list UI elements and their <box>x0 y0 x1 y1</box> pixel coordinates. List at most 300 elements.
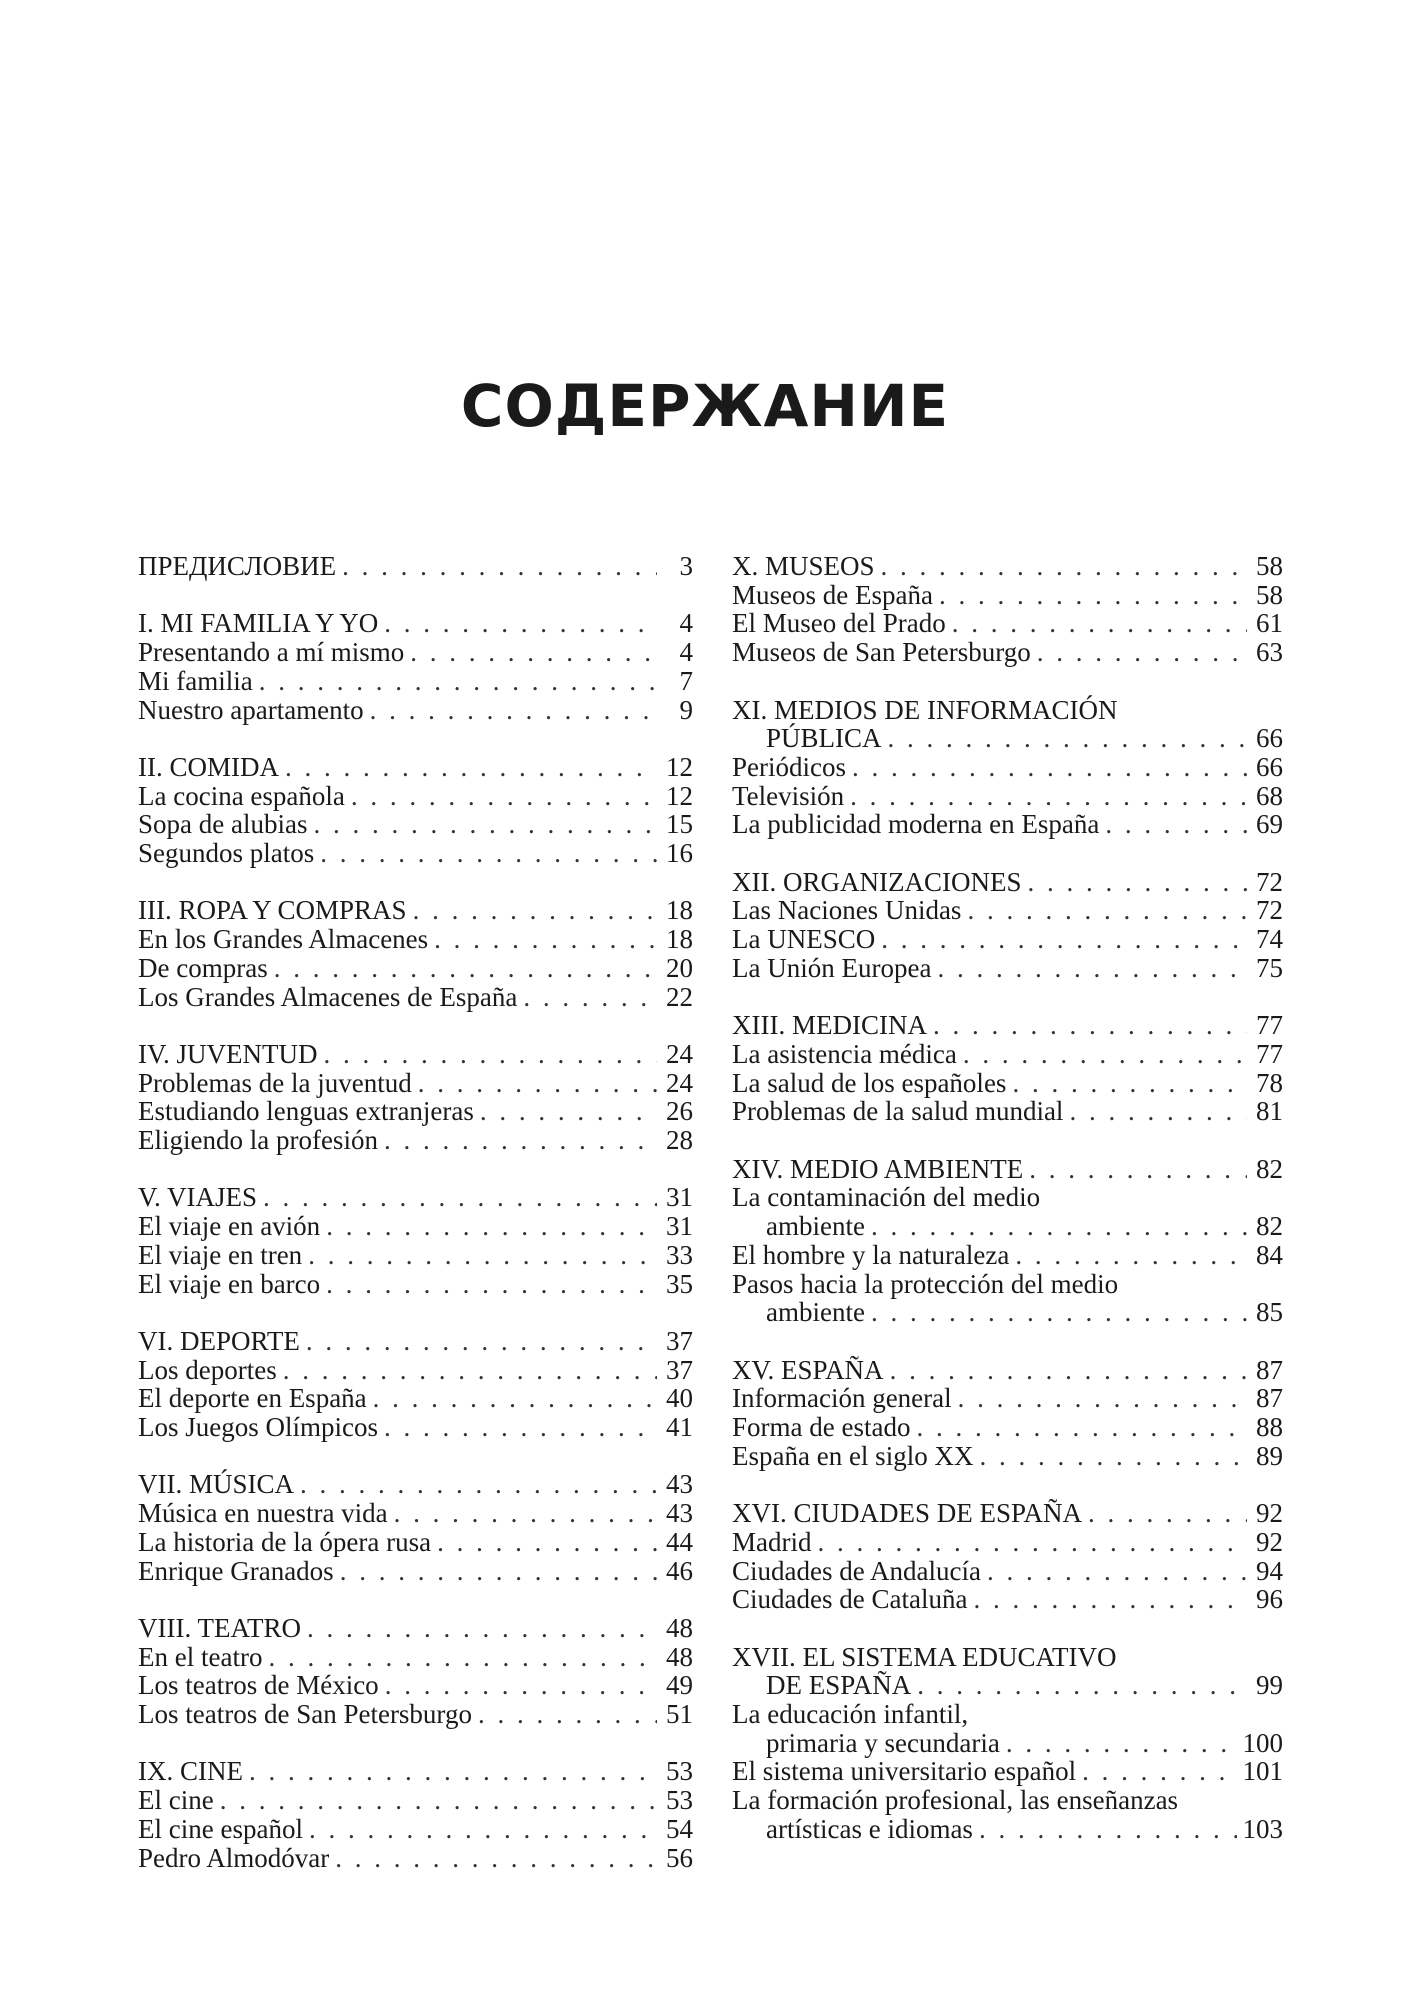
toc-entry[interactable] <box>138 609 693 638</box>
toc-entry[interactable] <box>138 1786 693 1815</box>
dot-leader <box>308 1241 657 1270</box>
toc-page-number: 4 <box>679 637 693 668</box>
toc-entry[interactable] <box>138 1844 693 1873</box>
toc-page-number: 56 <box>666 1842 693 1873</box>
toc-entry[interactable] <box>732 1040 1283 1069</box>
toc-entry-title: El viaje en barco <box>138 1268 321 1299</box>
dot-leader <box>523 983 657 1012</box>
toc-entry[interactable] <box>732 1212 1283 1241</box>
dot-leader <box>1105 810 1247 839</box>
toc-entry-title: II. COMIDA <box>138 751 279 782</box>
toc-entry-title: Pedro Almodóvar <box>138 1842 330 1873</box>
dot-leader <box>307 1614 657 1643</box>
toc-entry[interactable] <box>732 1097 1283 1126</box>
toc-entry-title: XIV. MEDIO AMBIENTE <box>732 1153 1024 1184</box>
toc-entry-title: La publicidad moderna en España <box>732 809 1100 840</box>
toc-entry[interactable] <box>138 753 693 782</box>
toc-entry[interactable] <box>138 954 693 983</box>
toc-entry-title: La UNESCO <box>732 924 876 955</box>
dot-leader <box>220 1786 657 1815</box>
toc-entry-title: La historia de la ópera rusa <box>138 1526 432 1557</box>
toc-right-column <box>732 552 1283 1844</box>
toc-entry-title: X. MUSEOS <box>732 551 875 581</box>
toc-entry-title: ambiente <box>766 1297 865 1328</box>
toc-entry[interactable] <box>138 1212 693 1241</box>
toc-entry[interactable] <box>138 782 693 811</box>
toc-page-number: 31 <box>666 1211 693 1242</box>
toc-entry[interactable] <box>732 1700 1283 1729</box>
dot-leader <box>817 1528 1247 1557</box>
section-gap <box>138 1155 693 1184</box>
toc-entry-title: Los deportes <box>138 1354 277 1385</box>
dot-leader <box>410 638 657 667</box>
toc-entry-title: Mi familia <box>138 665 253 696</box>
section-gap <box>138 1442 693 1471</box>
toc-entry[interactable] <box>138 1270 693 1299</box>
toc-entry-title: Los Juegos Olímpicos <box>138 1412 378 1442</box>
toc-page-number: 31 <box>666 1182 693 1213</box>
dot-leader <box>979 1442 1247 1471</box>
toc-entry[interactable] <box>138 1040 693 1069</box>
toc-entry[interactable] <box>138 810 693 839</box>
toc-entry-title: Los teatros de San Petersburgo <box>138 1699 472 1729</box>
toc-entry-title: El hombre y la naturaleza <box>732 1239 1010 1270</box>
toc-page-number: 66 <box>1256 723 1283 754</box>
toc-page-number: 103 <box>1242 1813 1283 1844</box>
toc-entry[interactable] <box>732 1069 1283 1098</box>
toc-page-number: 54 <box>666 1813 693 1844</box>
toc-entry-title: España en el siglo XX <box>732 1440 974 1471</box>
dot-leader <box>850 782 1247 811</box>
toc-left-column <box>138 552 693 1872</box>
toc-entry[interactable] <box>732 724 1283 753</box>
dot-leader <box>309 1815 657 1844</box>
toc-entry-title: Ciudades de Andalucía <box>732 1555 981 1586</box>
toc-page-number: 87 <box>1256 1354 1283 1385</box>
toc-entry-title: Problemas de la juventud <box>138 1067 412 1098</box>
toc-page-number: 51 <box>666 1699 693 1729</box>
toc-entry[interactable] <box>138 1671 693 1700</box>
toc-entry[interactable] <box>138 1069 693 1098</box>
dot-leader <box>418 1069 657 1098</box>
toc-entry-title: Los Grandes Almacenes de España <box>138 981 518 1012</box>
toc-entry-title: I. MI FAMILIA Y YO <box>138 608 379 639</box>
toc-page-number: 49 <box>666 1670 693 1701</box>
dot-leader <box>394 1499 657 1528</box>
toc-entry-title: Museos de San Petersburgo <box>732 637 1031 668</box>
toc-entry[interactable] <box>138 1470 693 1499</box>
dot-leader <box>324 1040 658 1069</box>
toc-entry[interactable] <box>732 638 1283 667</box>
toc-entry[interactable] <box>138 1327 693 1356</box>
toc-entry-title: El cine <box>138 1785 214 1816</box>
toc-page-number: 20 <box>666 952 693 983</box>
toc-entry-title: XVII. EL SISTEMA EDUCATIVO <box>732 1641 1117 1672</box>
toc-page-number: 82 <box>1256 1153 1283 1184</box>
dot-leader <box>890 1356 1247 1385</box>
toc-page-number: 100 <box>1242 1727 1283 1758</box>
toc-page-number: 85 <box>1256 1297 1283 1328</box>
toc-entry[interactable] <box>138 552 693 581</box>
toc-entry[interactable] <box>732 1499 1283 1528</box>
dot-leader <box>384 609 657 638</box>
toc-entry[interactable] <box>732 1155 1283 1184</box>
toc-page-number: 9 <box>679 694 693 725</box>
toc-entry[interactable] <box>732 1298 1283 1327</box>
toc-page-number: 7 <box>679 665 693 696</box>
toc-page-number: 41 <box>666 1412 693 1442</box>
dot-leader <box>939 581 1247 610</box>
dot-leader <box>370 696 657 725</box>
dot-leader <box>283 1356 657 1385</box>
dot-leader <box>413 896 657 925</box>
section-gap <box>138 1298 693 1327</box>
toc-page-number: 58 <box>1256 551 1283 581</box>
toc-entry-title: XVI. CIUDADES DE ESPAÑA <box>732 1498 1083 1529</box>
toc-entry[interactable] <box>732 1671 1283 1700</box>
toc-entry[interactable] <box>732 581 1283 610</box>
toc-page-number: 22 <box>666 981 693 1012</box>
dot-leader <box>937 954 1247 983</box>
toc-page-number: 53 <box>666 1785 693 1816</box>
toc-entry-title: XIII. MEDICINA <box>732 1010 927 1041</box>
toc-entry-title: Forma de estado <box>732 1412 911 1443</box>
toc-page-number: 92 <box>1256 1498 1283 1529</box>
dot-leader <box>300 1470 657 1499</box>
toc-page-number: 18 <box>666 924 693 955</box>
toc-page-number: 37 <box>666 1354 693 1385</box>
dot-leader <box>871 1212 1247 1241</box>
dot-leader <box>881 925 1247 954</box>
toc-entry[interactable] <box>732 1011 1283 1040</box>
toc-entry-title: Periódicos <box>732 751 846 782</box>
toc-page-number: 46 <box>666 1555 693 1586</box>
toc-entry[interactable] <box>732 896 1283 925</box>
toc-entry-title: VI. DEPORTE <box>138 1325 300 1356</box>
toc-entry-title: PÚBLICA <box>766 723 882 754</box>
toc-page-number: 53 <box>666 1756 693 1787</box>
toc-entry[interactable] <box>138 1815 693 1844</box>
toc-page-number: 89 <box>1256 1440 1283 1471</box>
toc-entry[interactable] <box>138 1384 693 1413</box>
toc-page-number: 66 <box>1256 751 1283 782</box>
toc-entry-title: La contaminación del medio <box>732 1182 1041 1213</box>
toc-page-number: 68 <box>1256 780 1283 811</box>
dot-leader <box>263 1183 657 1212</box>
toc-entry[interactable] <box>138 696 693 725</box>
toc-entry[interactable] <box>732 1786 1283 1815</box>
toc-page-number: 77 <box>1256 1010 1283 1041</box>
toc-entry[interactable] <box>732 1442 1283 1471</box>
toc-entry-title: Los teatros de México <box>138 1670 379 1701</box>
toc-page-number: 74 <box>1256 924 1283 955</box>
toc-page-number: 77 <box>1256 1038 1283 1069</box>
toc-page-number: 43 <box>666 1498 693 1529</box>
dot-leader <box>326 1212 657 1241</box>
toc-page-number: 81 <box>1256 1096 1283 1127</box>
toc-entry-title: Eligiendo la profesión <box>138 1125 378 1155</box>
dot-leader <box>958 1384 1247 1413</box>
toc-entry[interactable] <box>138 1614 693 1643</box>
toc-entry-title: El Museo del Prado <box>732 608 946 639</box>
toc-page-number: 63 <box>1256 637 1283 668</box>
toc-entry-title: DE ESPAÑA <box>766 1670 912 1701</box>
toc-entry-title: Estudiando lenguas extranjeras <box>138 1096 474 1127</box>
toc-entry[interactable] <box>732 1384 1283 1413</box>
toc-entry-title: Música en nuestra vida <box>138 1498 388 1529</box>
toc-page-number: 12 <box>666 751 693 782</box>
dot-leader <box>285 753 657 782</box>
section-gap <box>138 1585 693 1614</box>
dot-leader <box>1027 868 1247 897</box>
toc-entry-title: ПРЕДИСЛОВИЕ <box>138 551 337 581</box>
dot-leader <box>952 609 1247 638</box>
dot-leader <box>881 552 1247 581</box>
toc-entry[interactable] <box>732 753 1283 782</box>
toc-entry-title: Televisión <box>732 780 845 811</box>
toc-entry-title: artísticas e idiomas <box>766 1813 973 1844</box>
toc-entry-title: Ciudades de Cataluña <box>732 1584 968 1615</box>
dot-leader <box>434 925 657 954</box>
dot-leader <box>320 839 657 868</box>
toc-entry[interactable] <box>138 1097 693 1126</box>
toc-page-number: 43 <box>666 1469 693 1500</box>
toc-entry[interactable] <box>732 1270 1283 1299</box>
toc-page-number: 15 <box>666 809 693 840</box>
toc-page-number: 26 <box>666 1096 693 1127</box>
toc-entry[interactable] <box>732 1643 1283 1672</box>
toc-entry-title: El viaje en tren <box>138 1239 303 1270</box>
toc-entry-title: La Unión Europea <box>732 952 932 983</box>
toc-entry[interactable] <box>138 1757 693 1786</box>
toc-page-number: 72 <box>1256 895 1283 926</box>
dot-leader <box>1006 1729 1237 1758</box>
toc-entry-title: ambiente <box>766 1211 865 1242</box>
toc-entry[interactable] <box>732 1757 1283 1786</box>
dot-leader <box>326 1270 657 1299</box>
dot-leader <box>268 1643 657 1672</box>
toc-page-number: 96 <box>1256 1584 1283 1615</box>
toc-entry-title: Nuestro apartamento <box>138 694 364 725</box>
section-gap <box>732 1327 1283 1356</box>
toc-entry-title: Pasos hacia la protección del medio <box>732 1268 1119 1299</box>
toc-entry-title: IX. CINE <box>138 1756 243 1787</box>
toc-entry[interactable] <box>732 1241 1283 1270</box>
toc-page-number: 24 <box>666 1038 693 1069</box>
toc-page-number: 3 <box>679 551 693 581</box>
section-gap <box>732 983 1283 1012</box>
page-title: СОДЕРЖАНИЕ <box>460 371 950 440</box>
toc-entry[interactable] <box>732 1585 1283 1614</box>
toc-entry[interactable] <box>138 1557 693 1586</box>
toc-page-number: 92 <box>1256 1526 1283 1557</box>
toc-entry[interactable] <box>138 925 693 954</box>
toc-entry-title: III. ROPA Y COMPRAS <box>138 895 407 926</box>
section-gap <box>732 1470 1283 1499</box>
dot-leader <box>1088 1499 1247 1528</box>
toc-entry[interactable] <box>732 1528 1283 1557</box>
toc-entry-title: XII. ORGANIZACIONES <box>732 866 1022 897</box>
dot-leader <box>478 1700 657 1729</box>
toc-entry[interactable] <box>732 782 1283 811</box>
toc-entry[interactable] <box>138 1183 693 1212</box>
toc-entry[interactable] <box>732 552 1283 581</box>
toc-page-number: 87 <box>1256 1383 1283 1414</box>
dot-leader <box>313 810 657 839</box>
toc-entry-title: El sistema universitario español <box>732 1756 1077 1787</box>
dot-leader <box>973 1585 1247 1614</box>
toc-entry-title: Museos de España <box>732 579 933 610</box>
toc-entry-title: Segundos platos <box>138 838 315 868</box>
section-gap <box>138 581 693 610</box>
toc-entry[interactable] <box>732 696 1283 725</box>
toc-entry[interactable] <box>732 1413 1283 1442</box>
dot-leader <box>1037 638 1247 667</box>
dot-leader <box>351 782 657 811</box>
toc-page-number: 69 <box>1256 809 1283 840</box>
toc-page-number: 88 <box>1256 1412 1283 1443</box>
toc-entry-title: La salud de los españoles <box>732 1067 1007 1098</box>
dot-leader <box>916 1413 1247 1442</box>
toc-entry[interactable] <box>138 1356 693 1385</box>
toc-entry[interactable] <box>138 983 693 1012</box>
dot-leader <box>274 954 657 983</box>
toc-page-number: 61 <box>1256 608 1283 639</box>
toc-entry-title: Sopa de alubias <box>138 809 308 840</box>
toc-entry[interactable] <box>138 896 693 925</box>
toc-page-number: 78 <box>1256 1067 1283 1098</box>
toc-entry[interactable] <box>138 1413 693 1442</box>
toc-page-number: 12 <box>666 780 693 811</box>
toc-page-number: 37 <box>666 1325 693 1356</box>
toc-entry[interactable] <box>138 1528 693 1557</box>
toc-entry-title: Las Naciones Unidas <box>732 895 962 926</box>
dot-leader <box>888 724 1247 753</box>
toc-entry[interactable] <box>138 1241 693 1270</box>
toc-entry-title: V. VIAJES <box>138 1182 258 1213</box>
dot-leader <box>340 1557 657 1586</box>
dot-leader <box>384 1126 657 1155</box>
toc-page-number: 94 <box>1256 1555 1283 1586</box>
toc-entry[interactable] <box>138 1499 693 1528</box>
section-gap <box>732 1614 1283 1643</box>
toc-page-number: 48 <box>666 1641 693 1672</box>
toc-page-number: 84 <box>1256 1239 1283 1270</box>
toc-entry[interactable] <box>732 1183 1283 1212</box>
toc-entry[interactable] <box>138 839 693 868</box>
toc-entry[interactable] <box>732 1815 1283 1844</box>
toc-entry-title: En el teatro <box>138 1641 263 1672</box>
dot-leader <box>384 1413 657 1442</box>
toc-entry-title: Enrique Granados <box>138 1555 334 1586</box>
toc-entry-title: VII. MÚSICA <box>138 1469 295 1500</box>
toc-page-number: 99 <box>1256 1670 1283 1701</box>
toc-entry-title: XV. ESPAÑA <box>732 1354 884 1385</box>
dot-leader <box>342 552 657 581</box>
toc-page-number: 33 <box>666 1239 693 1270</box>
dot-leader <box>1015 1241 1247 1270</box>
section-gap <box>138 1729 693 1758</box>
toc-entry-title: IV. JUVENTUD <box>138 1038 318 1069</box>
section-gap <box>732 839 1283 868</box>
toc-entry[interactable] <box>732 925 1283 954</box>
dot-leader <box>437 1528 657 1557</box>
toc-page-number: 58 <box>1256 579 1283 610</box>
toc-entry-title: Madrid <box>732 1526 812 1557</box>
toc-entry[interactable] <box>138 667 693 696</box>
toc-entry-title: Información general <box>732 1383 952 1414</box>
dot-leader <box>933 1011 1247 1040</box>
toc-entry[interactable] <box>732 868 1283 897</box>
section-gap <box>138 868 693 897</box>
dot-leader <box>963 1040 1247 1069</box>
toc-page-number: 35 <box>666 1268 693 1299</box>
dot-leader <box>385 1671 657 1700</box>
toc-page-number: 28 <box>666 1125 693 1155</box>
dot-leader <box>249 1757 657 1786</box>
dot-leader <box>480 1097 657 1126</box>
toc-entry-title: VIII. TEATRO <box>138 1612 301 1643</box>
toc-entry[interactable] <box>732 1356 1283 1385</box>
toc-entry-title: En los Grandes Almacenes <box>138 924 429 955</box>
section-gap <box>732 1126 1283 1155</box>
toc-entry-title: Presentando a mí mismo <box>138 637 405 668</box>
toc-page-number: 40 <box>666 1383 693 1414</box>
dot-leader <box>1012 1069 1247 1098</box>
dot-leader <box>979 1815 1237 1844</box>
dot-leader <box>373 1384 657 1413</box>
toc-entry[interactable] <box>138 1700 693 1729</box>
toc-page-number: 48 <box>666 1612 693 1643</box>
toc-page-number: 44 <box>666 1526 693 1557</box>
dot-leader <box>1029 1155 1247 1184</box>
toc-page-number: 72 <box>1256 866 1283 897</box>
toc-page-number: 24 <box>666 1067 693 1098</box>
toc-entry[interactable] <box>732 954 1283 983</box>
toc-page-number: 18 <box>666 895 693 926</box>
dot-leader <box>917 1671 1247 1700</box>
toc-entry-title: El deporte en España <box>138 1383 367 1414</box>
toc-entry-title: La formación profesional, las enseñanzas <box>732 1785 1179 1816</box>
dot-leader <box>1082 1757 1236 1786</box>
toc-entry-title: De compras <box>138 952 268 983</box>
dot-leader <box>967 896 1247 925</box>
dot-leader <box>871 1298 1247 1327</box>
toc-entry-title: XI. MEDIOS DE INFORMACIÓN <box>732 694 1118 725</box>
toc-entry-title: La asistencia médica <box>732 1038 957 1069</box>
dot-leader <box>852 753 1247 782</box>
dot-leader <box>259 667 657 696</box>
toc-entry-title: Problemas de la salud mundial <box>732 1096 1064 1127</box>
dot-leader <box>306 1327 657 1356</box>
toc-entry-title: El cine español <box>138 1813 303 1844</box>
dot-leader <box>987 1557 1247 1586</box>
toc-entry[interactable] <box>732 810 1283 839</box>
toc-entry[interactable] <box>732 1557 1283 1586</box>
toc-entry[interactable] <box>732 609 1283 638</box>
dot-leader <box>1069 1097 1247 1126</box>
toc-page-number: 82 <box>1256 1211 1283 1242</box>
toc-entry[interactable] <box>138 1643 693 1672</box>
toc-entry[interactable] <box>732 1729 1283 1758</box>
section-gap <box>138 724 693 753</box>
toc-entry[interactable] <box>138 638 693 667</box>
toc-entry[interactable] <box>138 1126 693 1155</box>
toc-entry-title: La educación infantil, <box>732 1699 969 1730</box>
toc-page-number: 101 <box>1242 1756 1283 1787</box>
section-gap <box>732 667 1283 696</box>
toc-page-number: 75 <box>1256 952 1283 983</box>
